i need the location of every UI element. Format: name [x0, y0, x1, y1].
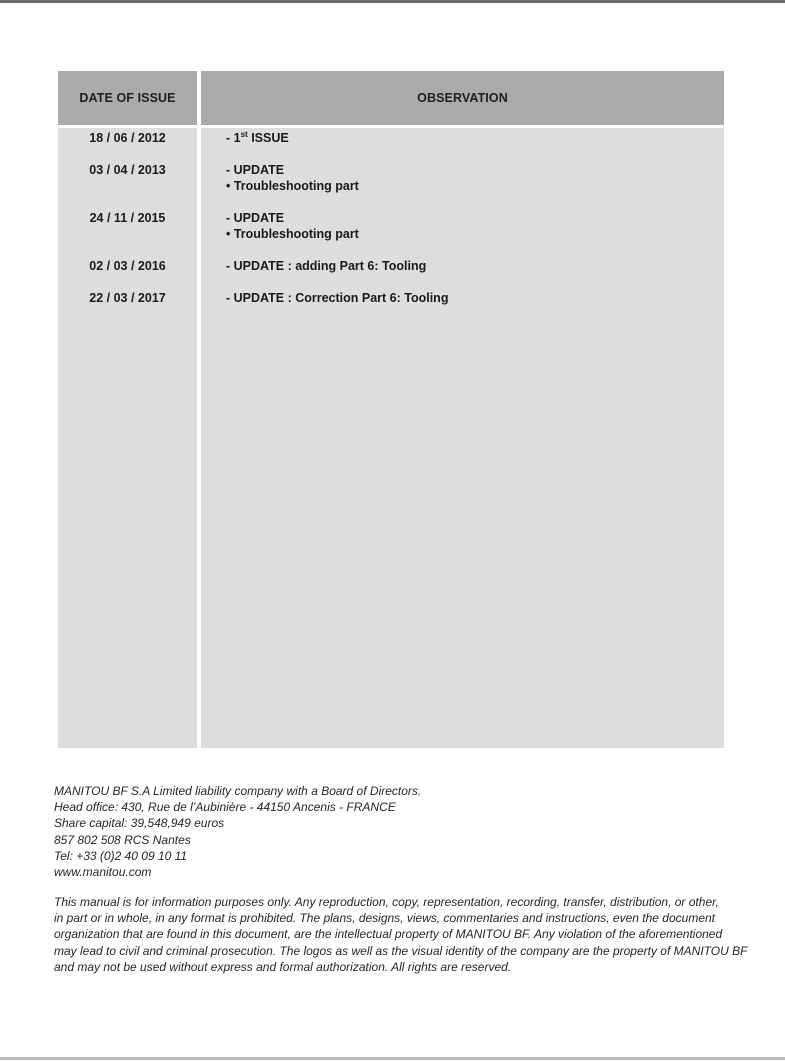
company-line: Share capital: 39,548,949 euros — [54, 816, 225, 831]
revision-date: 18 / 06 / 2012 — [89, 131, 166, 145]
observation-column-header — [201, 71, 724, 125]
revision-observation — [226, 162, 706, 194]
disclaimer-line: organization that are found in this document, are the intellectual property of MANITOU BF. Any violation of the aforementioned — [54, 927, 723, 942]
legal-disclaimer — [54, 894, 748, 975]
revision-date: 02 / 03 / 2016 — [89, 259, 166, 273]
company-website: www.manitou.com — [54, 865, 152, 880]
observation-line: - UPDATE — [226, 163, 285, 177]
revision-date: 24 / 11 / 2015 — [89, 211, 166, 225]
company-line: Head office: 430, Rue de l’Aubinière - 44150 Ancenis - FRANCE — [54, 800, 396, 815]
company-line: Tel: +33 (0)2 40 09 10 11 — [54, 848, 188, 863]
revision-table — [58, 71, 724, 748]
observation-line: - UPDATE — [226, 211, 285, 225]
company-line: MANITOU BF S.A Limited liability company with a Board of Directors. — [54, 784, 422, 798]
top-rule — [0, 0, 785, 3]
disclaimer-line: and may not be used without express and formal authorization. All rights are reserved. — [54, 959, 512, 974]
revision-observation — [226, 130, 706, 146]
revision-date: 22 / 03 / 2017 — [89, 291, 166, 305]
disclaimer-line: This manual is for information purposes only. Any reproduction, copy, representation, recording, transfer, distribution, or other, — [54, 895, 719, 909]
observation-line: - UPDATE : Correction Part 6: Tooling — [226, 291, 449, 305]
revision-observation — [226, 290, 706, 306]
date-column-header — [58, 71, 197, 125]
observation-line: • Troubleshooting part — [226, 227, 359, 241]
observation-line: - 1 — [226, 131, 241, 145]
revision-observation — [226, 258, 706, 274]
ordinal-suffix: st — [240, 130, 248, 139]
revision-observation — [226, 210, 706, 242]
disclaimer-line: may lead to civil and criminal prosecution. The logos as well as the visual identity of the company are the property of MANITOU BF — [54, 943, 748, 958]
disclaimer-line: in part or in whole, in any format is prohibited. The plans, designs, views, commentaries and instructions, even the document — [54, 911, 716, 926]
observation-line: • Troubleshooting part — [226, 179, 359, 193]
company-line: 857 802 508 RCS Nantes — [54, 832, 191, 847]
revision-date: 03 / 04 / 2013 — [89, 163, 166, 177]
observation-line: - UPDATE : adding Part 6: Tooling — [226, 259, 427, 273]
observation-header-label: OBSERVATION — [417, 91, 508, 105]
company-info — [54, 783, 734, 880]
date-header-label: DATE OF ISSUE — [79, 91, 176, 105]
observation-line: ISSUE — [251, 131, 289, 145]
bottom-rule — [0, 1057, 785, 1060]
